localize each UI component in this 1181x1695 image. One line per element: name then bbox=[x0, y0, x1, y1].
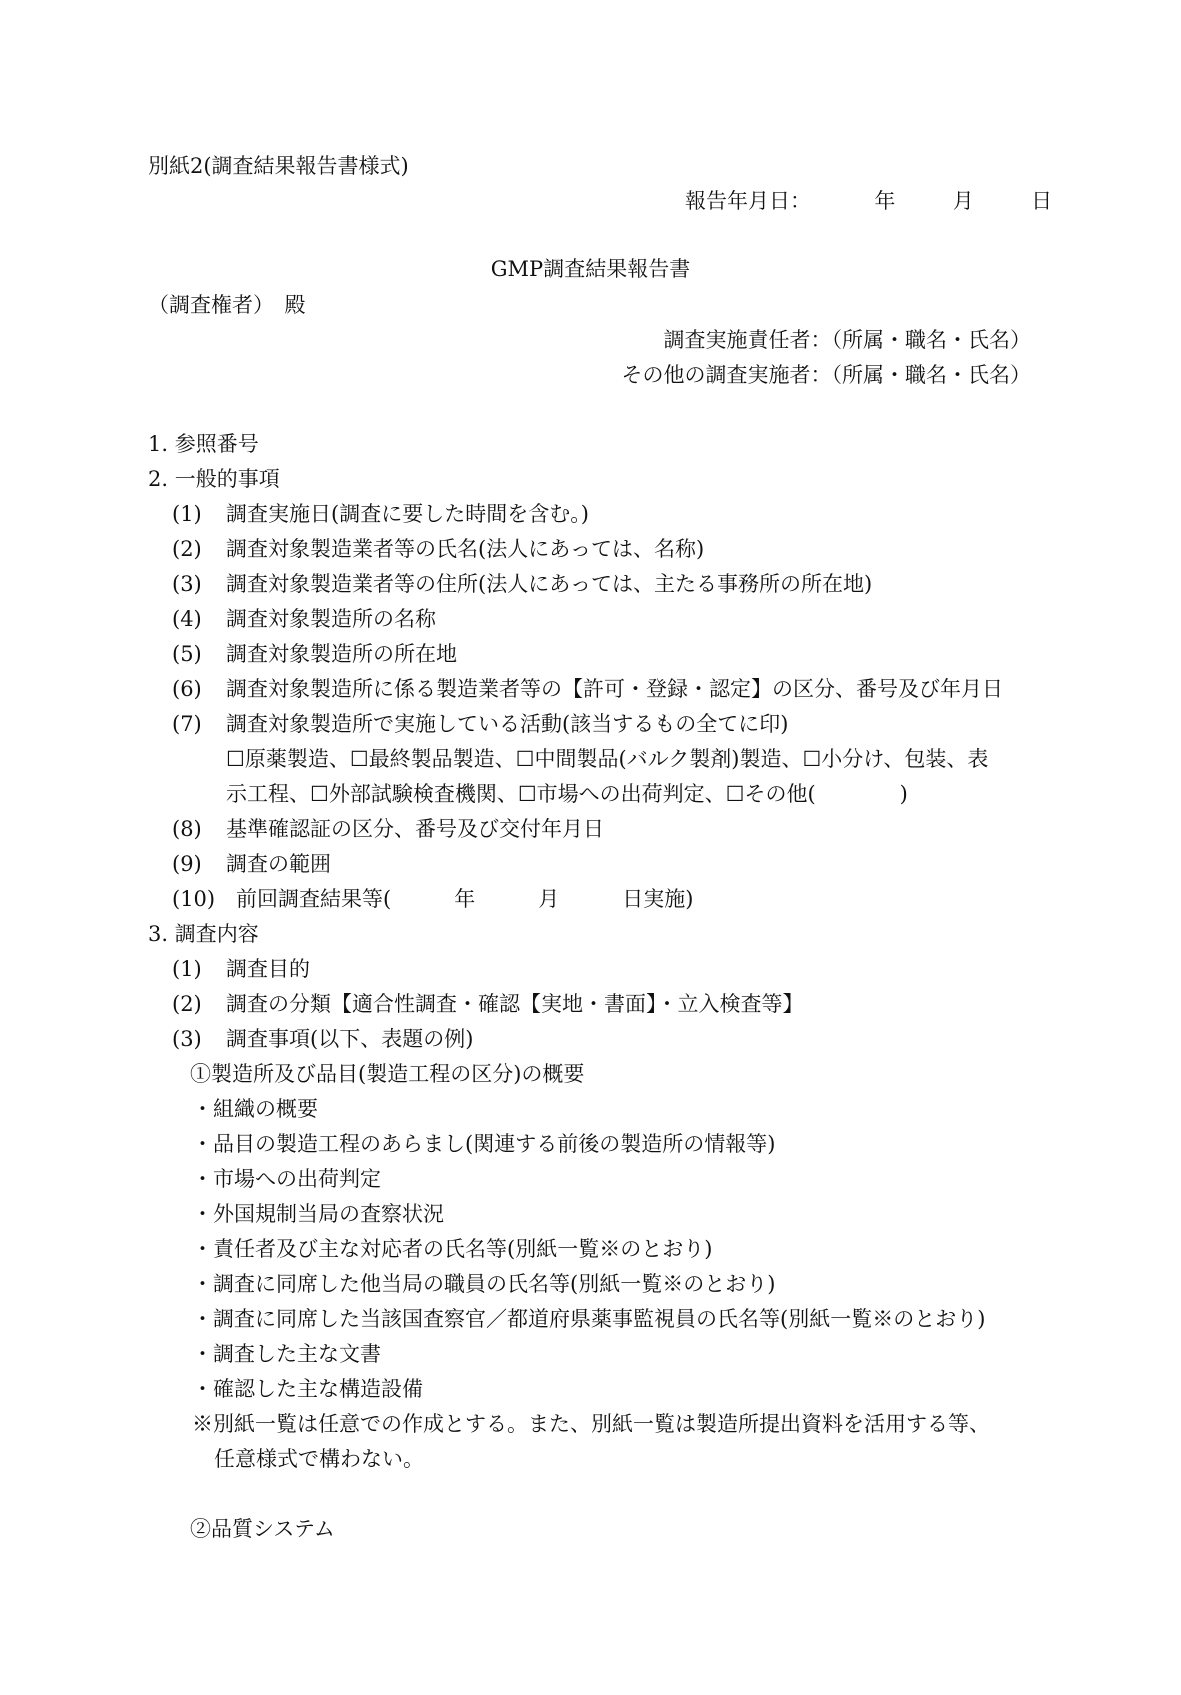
addressee: （調査権者） 殿 bbox=[148, 293, 306, 317]
item-number: (2) bbox=[172, 992, 202, 1016]
item-text: 調査事項(以下、表題の例) bbox=[226, 1027, 474, 1051]
subsection-heading: ②品質システム bbox=[190, 1517, 335, 1541]
section-2-item bbox=[172, 501, 589, 527]
section-2-item bbox=[172, 536, 704, 562]
item-number: (1) bbox=[172, 957, 202, 981]
report-date-label: 報告年月日： bbox=[685, 189, 811, 213]
item-text: 調査対象製造所で実施している活動(該当するもの全てに印) bbox=[226, 712, 789, 736]
item-number: (5) bbox=[172, 642, 202, 666]
report-date bbox=[685, 188, 1052, 214]
item-number: (7) bbox=[172, 712, 202, 736]
report-date-year: 年 bbox=[874, 189, 896, 213]
item-number: (3) bbox=[172, 1027, 202, 1051]
item-text: 調査対象製造業者等の氏名(法人にあっては、名称) bbox=[226, 537, 705, 561]
item-text: 基準確認証の区分、番号及び交付年月日 bbox=[226, 817, 604, 841]
section-3-item bbox=[172, 1026, 473, 1052]
bullet-item: ・市場への出荷判定 bbox=[192, 1167, 381, 1191]
section-2-item bbox=[172, 851, 331, 877]
item-number: (6) bbox=[172, 677, 202, 701]
item-text: 調査の分類【適合性調査・確認【実地・書面】・立入検査等】 bbox=[226, 992, 804, 1016]
bullet-item: ・調査に同席した当該国査察官／都道府県薬事監視員の氏名等(別紙一覧※のとおり) bbox=[192, 1307, 986, 1331]
item-number: (3) bbox=[172, 572, 202, 596]
section-2-item bbox=[172, 641, 457, 667]
item-text: 調査目的 bbox=[226, 957, 310, 981]
item-text: 調査対象製造所の所在地 bbox=[226, 642, 457, 666]
item-number: (8) bbox=[172, 817, 202, 841]
section-2-item bbox=[172, 816, 604, 842]
section-3-item bbox=[172, 991, 804, 1017]
bullet-item: ・外国規制当局の査察状況 bbox=[192, 1202, 444, 1226]
item-number: (4) bbox=[172, 607, 202, 631]
section-2-item bbox=[172, 886, 693, 912]
other-inspectors: その他の調査実施者：（所属・職名・氏名） bbox=[621, 363, 1031, 387]
activity-checklist-line: ☐原薬製造、☐最終製品製造、☐中間製品(バルク製剤)製造、☐小分け、包装、表 bbox=[226, 747, 989, 771]
item-text: 調査の範囲 bbox=[226, 852, 331, 876]
item-number: (9) bbox=[172, 852, 202, 876]
item-text: 調査対象製造業者等の住所(法人にあっては、主たる事務所の所在地) bbox=[226, 572, 873, 596]
section-2-heading: 2. 一般的事項 bbox=[148, 467, 280, 491]
bullet-item: ・組織の概要 bbox=[192, 1097, 318, 1121]
item-text: 前回調査結果等( 年 月 日実施) bbox=[236, 887, 694, 911]
item-number: (1) bbox=[172, 502, 202, 526]
attachment-label: 別紙2(調査結果報告書様式) bbox=[148, 154, 409, 178]
item-text: 調査対象製造所の名称 bbox=[226, 607, 436, 631]
section-2-item bbox=[172, 571, 872, 597]
report-date-day: 日 bbox=[1031, 189, 1053, 213]
bullet-item: ・調査に同席した他当局の職員の氏名等(別紙一覧※のとおり) bbox=[192, 1272, 776, 1296]
section-3-item bbox=[172, 956, 310, 982]
bullet-item: ・品目の製造工程のあらまし(関連する前後の製造所の情報等) bbox=[192, 1132, 776, 1156]
item-text: 調査対象製造所に係る製造業者等の【許可・登録・認定】の区分、番号及び年月日 bbox=[226, 677, 1003, 701]
item-text: 調査実施日(調査に要した時間を含む。) bbox=[226, 502, 589, 526]
note-line: ※別紙一覧は任意での作成とする。また、別紙一覧は製造所提出資料を活用する等、 bbox=[192, 1412, 990, 1436]
subsection-heading: ①製造所及び品目(製造工程の区分)の概要 bbox=[190, 1062, 585, 1086]
bullet-item: ・責任者及び主な対応者の氏名等(別紙一覧※のとおり) bbox=[192, 1237, 713, 1261]
item-number: (2) bbox=[172, 537, 202, 561]
responsible-person: 調査実施責任者：（所属・職名・氏名） bbox=[663, 328, 1031, 352]
bullet-item: ・調査した主な文書 bbox=[192, 1342, 381, 1366]
document-title: GMP調査結果報告書 bbox=[490, 257, 691, 281]
item-number: (10) bbox=[172, 887, 216, 911]
report-date-month: 月 bbox=[952, 189, 974, 213]
bullet-item: ・確認した主な構造設備 bbox=[192, 1377, 423, 1401]
section-3-heading: 3. 調査内容 bbox=[148, 922, 259, 946]
note-line: 任意様式で構わない。 bbox=[214, 1447, 424, 1471]
section-2-item bbox=[172, 711, 788, 737]
section-2-item bbox=[172, 676, 1003, 702]
section-2-item bbox=[172, 606, 436, 632]
activity-checklist-line: 示工程、☐外部試験検査機関、☐市場への出荷判定、☐その他( ) bbox=[226, 782, 908, 806]
section-1-heading: 1. 参照番号 bbox=[148, 432, 259, 456]
